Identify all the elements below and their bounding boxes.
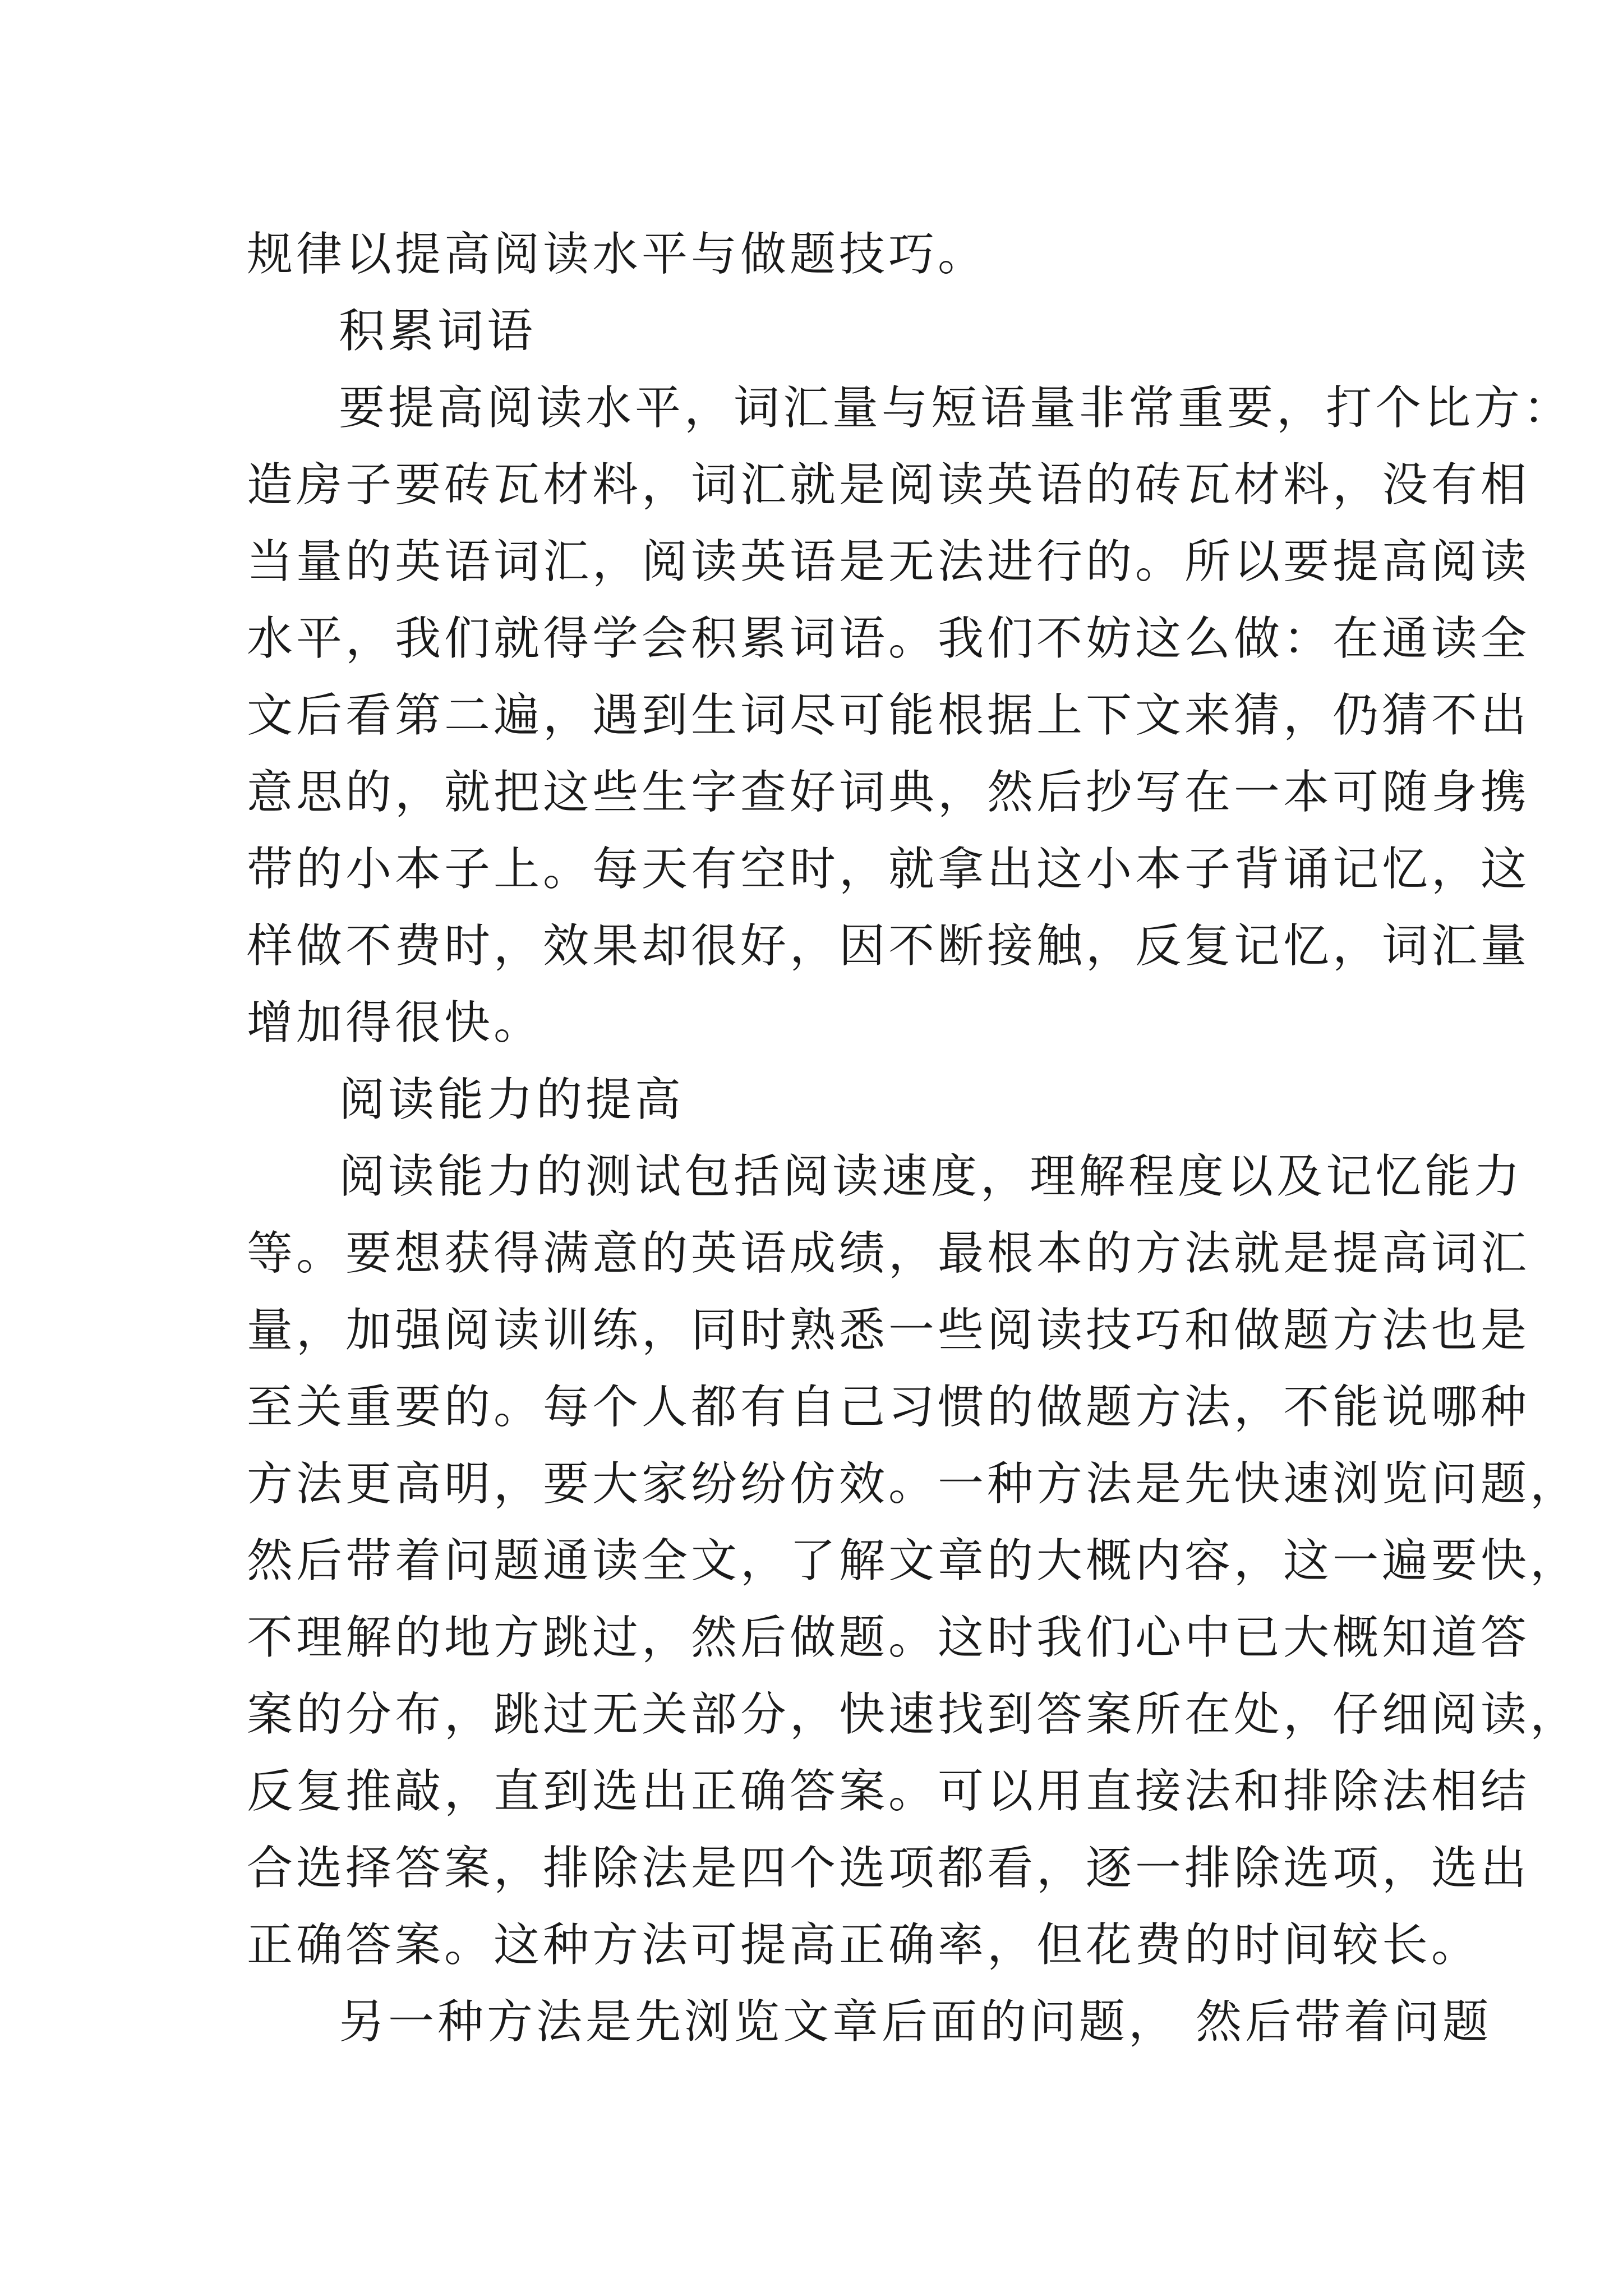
section-heading-reading-ability: 阅读能力的提高	[339, 1073, 685, 1126]
text-line: 造房子要砖瓦材料，词汇就是阅读英语的砖瓦材料，没有相	[247, 458, 1530, 512]
text-line: 文后看第二遍，遇到生词尽可能根据上下文来猜，仍猜不出	[247, 689, 1530, 742]
text-line: 样做不费时，效果却很好，因不断接触，反复记忆，词汇量	[247, 919, 1530, 973]
text-line: 量，加强阅读训练，同时熟悉一些阅读技巧和做题方法也是	[247, 1304, 1530, 1357]
body-text	[247, 216, 1580, 2060]
text-line: 阅读能力的测试包括阅读速度，理解程度以及记忆能力	[339, 1150, 1524, 1203]
text-line: 带的小本子上。每天有空时，就拿出这小本子背诵记忆，这	[247, 843, 1530, 896]
text-line: 另一种方法是先浏览文章后面的问题， 然后带着问题	[339, 1995, 1492, 2049]
text-line: 水平，我们就得学会积累词语。我们不妨这么做：在通读全	[247, 612, 1530, 665]
text-line: 意思的，就把这些生字查好词典，然后抄写在一本可随身携	[247, 766, 1530, 819]
text-line: 规律以提高阅读水平与做题技巧。	[247, 228, 988, 281]
text-line: 合选择答案，排除法是四个选项都看，逐一排除选项，选出	[247, 1842, 1530, 1895]
section-heading-accumulate-words: 积累词语	[339, 305, 537, 358]
text-line: 方法更高明，要大家纷纷仿效。一种方法是先快速浏览问题，	[247, 1457, 1580, 1511]
text-line: 当量的英语词汇，阅读英语是无法进行的。所以要提高阅读	[247, 535, 1530, 588]
text-line: 反复推敲，直到选出正确答案。可以用直接法和排除法相结	[247, 1765, 1530, 1818]
text-line: 要提高阅读水平，词汇量与短语量非常重要，打个比方：	[339, 381, 1573, 435]
text-line: 正确答案。这种方法可提高正确率，但花费的时间较长。	[247, 1918, 1481, 1972]
text-line: 至关重要的。每个人都有自己习惯的做题方法，不能说哪种	[247, 1381, 1530, 1434]
text-line: 增加得很快。	[247, 996, 543, 1050]
text-line: 案的分布，跳过无关部分，快速找到答案所在处，仔细阅读，	[247, 1688, 1580, 1741]
text-line: 不理解的地方跳过，然后做题。这时我们心中已大概知道答	[247, 1611, 1530, 1664]
text-line: 然后带着问题通读全文，了解文章的大概内容，这一遍要快，	[247, 1534, 1580, 1588]
text-line: 等。要想获得满意的英语成绩，最根本的方法就是提高词汇	[247, 1227, 1530, 1280]
